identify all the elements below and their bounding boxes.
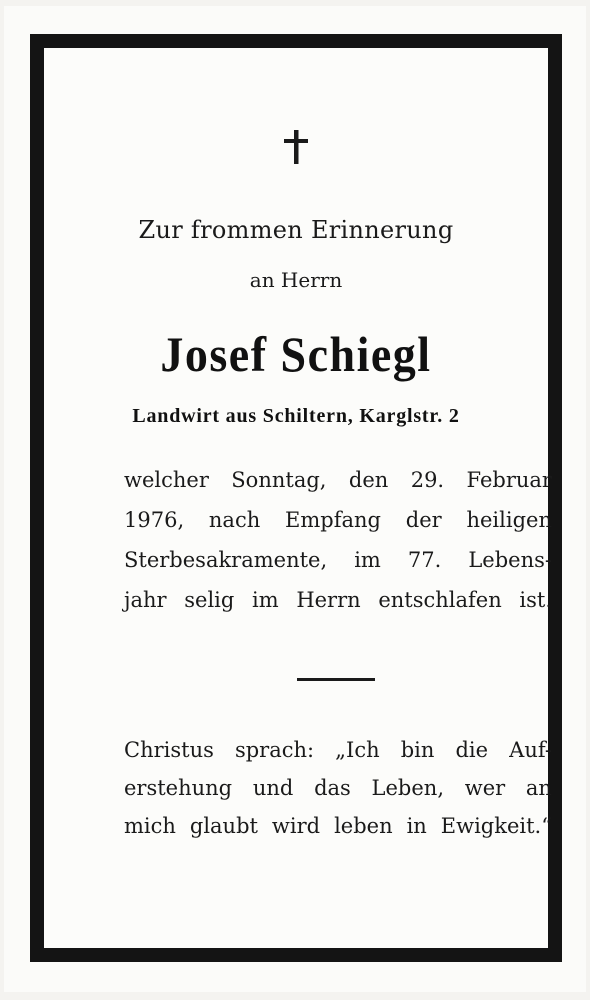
word: Herrn	[296, 588, 361, 612]
word: heiligen	[466, 508, 552, 532]
word: Sonntag,	[231, 468, 327, 492]
word: erstehung	[124, 776, 233, 800]
word: 1976,	[124, 508, 185, 532]
word: nach	[208, 508, 261, 532]
word: wird	[271, 814, 321, 838]
cross-icon	[44, 130, 548, 169]
word: Sterbesakramente,	[124, 548, 328, 572]
word: Christus	[124, 738, 214, 762]
word: der	[405, 508, 442, 532]
word: an	[525, 776, 552, 800]
word: Februar	[466, 468, 552, 492]
death-notice-line	[124, 588, 552, 612]
death-notice-line	[124, 548, 552, 572]
word: glaubt	[189, 814, 258, 838]
word: die	[455, 738, 489, 762]
word: Ewigkeit.“	[440, 814, 552, 838]
word: das	[314, 776, 351, 800]
word: Leben,	[371, 776, 444, 800]
occupation-address: Landwirt aus Schiltern, Karglstr. 2	[132, 405, 460, 427]
word: wer	[464, 776, 506, 800]
card-heading: Zur frommen Erinnerung	[138, 216, 454, 244]
word: im	[252, 588, 279, 612]
quote-line	[124, 776, 552, 800]
word: Lebens-	[468, 548, 552, 572]
death-notice-line	[124, 508, 552, 532]
word: Empfang	[285, 508, 381, 532]
word: ist.	[519, 588, 552, 612]
quote-line	[124, 814, 552, 838]
word: Auf-	[509, 738, 552, 762]
word: den	[348, 468, 389, 492]
word: 29.	[410, 468, 445, 492]
black-border-frame	[30, 34, 562, 962]
word: im	[354, 548, 381, 572]
death-notice-line	[124, 468, 552, 492]
word: bin	[400, 738, 435, 762]
word: sprach:	[234, 738, 315, 762]
word: „Ich	[335, 738, 380, 762]
word: selig	[184, 588, 235, 612]
word: entschlafen	[378, 588, 502, 612]
word: und	[252, 776, 294, 800]
quote-line	[124, 738, 552, 762]
word: 77.	[407, 548, 442, 572]
word: welcher	[124, 468, 209, 492]
deceased-name: Josef Schiegl	[160, 326, 432, 383]
word: leben	[334, 814, 393, 838]
memorial-card	[4, 6, 586, 992]
word: in	[406, 814, 427, 838]
divider-rule	[297, 678, 375, 681]
word: jahr	[124, 588, 167, 612]
salutation: an Herrn	[249, 268, 343, 292]
word: mich	[124, 814, 176, 838]
